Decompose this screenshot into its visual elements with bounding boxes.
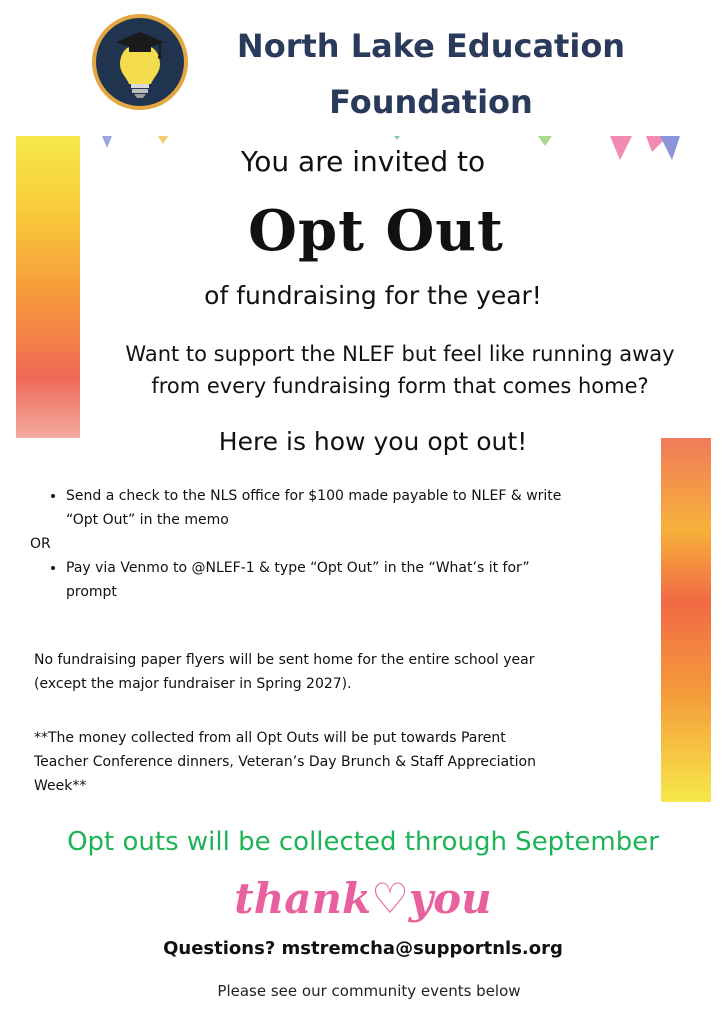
option-list-2 bbox=[30, 556, 660, 604]
option-check bbox=[66, 484, 660, 532]
org-name-line2: Foundation bbox=[329, 83, 533, 121]
option-check-line2: “Opt Out” in the memo bbox=[66, 512, 229, 528]
option-list-1 bbox=[30, 484, 660, 532]
org-name bbox=[196, 18, 666, 130]
option-venmo-line2: prompt bbox=[66, 584, 117, 600]
org-name-line1: North Lake Education bbox=[236, 27, 626, 65]
collection-deadline: Opt outs will be collected through September bbox=[67, 827, 659, 857]
or-separator: OR bbox=[30, 536, 51, 552]
option-venmo bbox=[66, 556, 660, 604]
option-venmo-line1: Pay via Venmo to @NLEF-1 & type “Opt Out” in the “What’s it for” bbox=[66, 560, 530, 576]
how-to-heading: Here is how you opt out! bbox=[218, 427, 528, 456]
no-flyers-line2: (except the major fundraiser in Spring 2027). bbox=[34, 676, 352, 692]
headline-opt-out: Opt Out bbox=[248, 198, 504, 264]
option-check-line1: Send a check to the NLS office for $100 made payable to NLEF & write bbox=[66, 488, 562, 504]
no-flyers-note bbox=[34, 648, 664, 696]
graduation-cap-lightbulb-icon bbox=[96, 18, 184, 106]
support-question bbox=[80, 338, 720, 402]
fundraising-line: of fundraising for the year! bbox=[204, 281, 542, 310]
questions-contact: Questions? mstremcha@supportnls.org bbox=[163, 938, 563, 959]
money-use-note bbox=[34, 726, 654, 798]
support-line1: Want to support the NLEF but feel like running away bbox=[125, 342, 675, 366]
opt-out-options bbox=[30, 484, 660, 604]
no-flyers-line1: No fundraising paper flyers will be sent home for the entire school year bbox=[34, 652, 535, 668]
money-use-line1: **The money collected from all Opt Outs will be put towards Parent bbox=[34, 730, 506, 746]
thank-you-script: thank♡you bbox=[234, 874, 492, 923]
money-use-line2: Teacher Conference dinners, Veteran’s Day Brunch & Staff Appreciation bbox=[34, 754, 536, 770]
community-events-note: Please see our community events below bbox=[217, 982, 521, 1000]
support-line2: from every fundraising form that comes home? bbox=[151, 374, 649, 398]
watercolor-stripe-right bbox=[661, 438, 711, 802]
invite-line: You are invited to bbox=[240, 145, 486, 178]
org-logo bbox=[92, 14, 188, 110]
money-use-line3: Week** bbox=[34, 778, 87, 794]
